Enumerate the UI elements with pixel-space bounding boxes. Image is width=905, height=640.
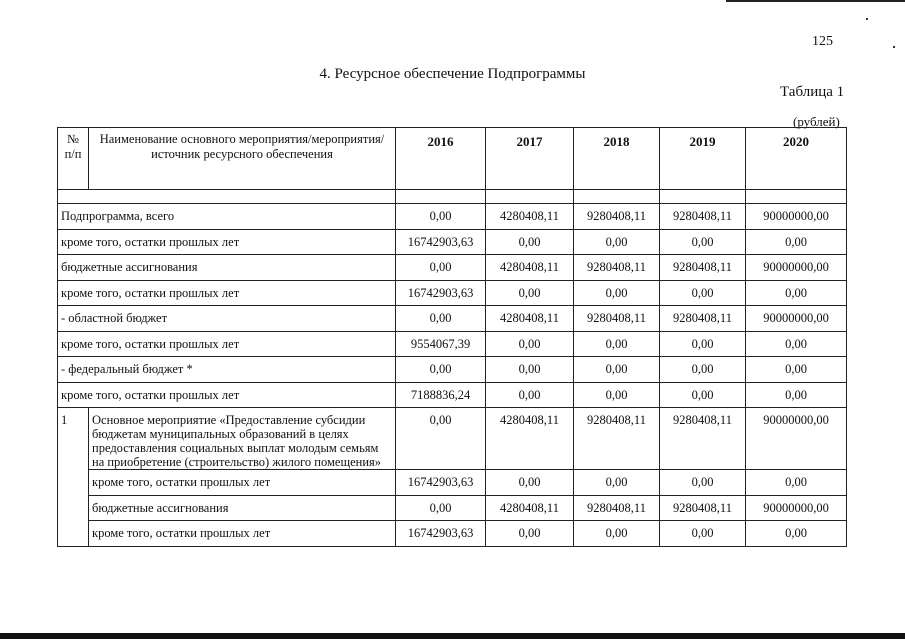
- page-number: 125: [812, 34, 833, 49]
- table-row: [58, 470, 847, 496]
- row-label: кроме того, остатки прошлых лет: [89, 521, 396, 547]
- cell-value: 4280408,11: [486, 495, 574, 521]
- cell-value: 4280408,11: [486, 255, 574, 281]
- cell-value: 0,00: [660, 357, 746, 383]
- table-row: [58, 495, 847, 521]
- bottom-edge-rule: [0, 633, 905, 639]
- row-label: - федеральный бюджет *: [58, 357, 396, 383]
- cell-value: 0,00: [660, 470, 746, 496]
- cell-value: 0,00: [746, 521, 847, 547]
- row-label: кроме того, остатки прошлых лет: [58, 280, 396, 306]
- table-row: [58, 306, 847, 332]
- table-row: [58, 280, 847, 306]
- cell-value: 0,00: [746, 331, 847, 357]
- section-title: 4. Ресурсное обеспечение Подпрограммы: [319, 66, 586, 82]
- cell-value: 16742903,63: [396, 280, 486, 306]
- header-num: № п/п: [58, 128, 89, 190]
- cell-value: 16742903,63: [396, 470, 486, 496]
- activity-number: 1: [58, 408, 89, 547]
- cell-value: 90000000,00: [746, 306, 847, 332]
- cell-value: 0,00: [574, 331, 660, 357]
- cell-value: 9280408,11: [660, 204, 746, 230]
- cell-value: 90000000,00: [746, 255, 847, 281]
- cell-value: 0,00: [660, 280, 746, 306]
- row-label: кроме того, остатки прошлых лет: [58, 229, 396, 255]
- cell-value: 16742903,63: [396, 521, 486, 547]
- cell-value: 16742903,63: [396, 229, 486, 255]
- cell-value: 9280408,11: [660, 255, 746, 281]
- cell-value: 0,00: [396, 408, 486, 470]
- cell-value: 0,00: [396, 255, 486, 281]
- cell-value: 0,00: [486, 331, 574, 357]
- cell-value: 0,00: [486, 382, 574, 408]
- cell-value: 9280408,11: [574, 408, 660, 470]
- row-label: бюджетные ассигнования: [58, 255, 396, 281]
- units-label: (рублей): [793, 114, 840, 129]
- header-year: 2016: [396, 128, 486, 190]
- cell-value: 0,00: [486, 229, 574, 255]
- top-edge-rule: [726, 0, 905, 2]
- table-row: [58, 229, 847, 255]
- cell-value: 0,00: [746, 229, 847, 255]
- cell-value: 0,00: [574, 382, 660, 408]
- cell-value: 4280408,11: [486, 306, 574, 332]
- cell-value: 0,00: [746, 382, 847, 408]
- cell-value: 0,00: [396, 357, 486, 383]
- cell-value: 9280408,11: [574, 306, 660, 332]
- cell-value: 4280408,11: [486, 408, 574, 470]
- cell-value: 0,00: [574, 357, 660, 383]
- cell-value: 4280408,11: [486, 204, 574, 230]
- cell-value: 0,00: [660, 229, 746, 255]
- cell-value: 0,00: [574, 470, 660, 496]
- table-row: [58, 382, 847, 408]
- table-row: [58, 408, 847, 470]
- cell-value: 0,00: [746, 280, 847, 306]
- cell-value: 0,00: [486, 357, 574, 383]
- scan-speck: [893, 46, 895, 48]
- cell-value: 90000000,00: [746, 495, 847, 521]
- resource-table: [57, 127, 847, 547]
- header-year: 2018: [574, 128, 660, 190]
- row-label: кроме того, остатки прошлых лет: [89, 470, 396, 496]
- cell-value: 9280408,11: [574, 255, 660, 281]
- cell-value: 0,00: [396, 204, 486, 230]
- cell-value: 90000000,00: [746, 204, 847, 230]
- header-year: 2017: [486, 128, 574, 190]
- cell-value: 9280408,11: [574, 204, 660, 230]
- header-year: 2020: [746, 128, 847, 190]
- header-row: [58, 128, 847, 190]
- table-row: [58, 255, 847, 281]
- cell-value: 0,00: [574, 229, 660, 255]
- row-label: - областной бюджет: [58, 306, 396, 332]
- table-label: Таблица 1: [780, 84, 845, 100]
- cell-value: 9280408,11: [660, 495, 746, 521]
- cell-value: 0,00: [746, 357, 847, 383]
- row-label: бюджетные ассигнования: [89, 495, 396, 521]
- cell-value: 0,00: [660, 331, 746, 357]
- row-label: кроме того, остатки прошлых лет: [58, 331, 396, 357]
- row-label: Основное мероприятие «Предоставление субсидии бюджетам муниципальных образований в целях предоставления социальных выплат молодым семьям на приобретение (строительство) жилого помещения»: [89, 408, 396, 470]
- cell-value: 7188836,24: [396, 382, 486, 408]
- table-row: [58, 521, 847, 547]
- table-row: [58, 204, 847, 230]
- row-label: Подпрограмма, всего: [58, 204, 396, 230]
- cell-value: 0,00: [396, 306, 486, 332]
- cell-value: 0,00: [486, 280, 574, 306]
- header-name: Наименование основного мероприятия/мероприятия/источник ресурсного обеспечения: [89, 128, 396, 190]
- cell-value: 0,00: [396, 495, 486, 521]
- header-year: 2019: [660, 128, 746, 190]
- table-row: [58, 357, 847, 383]
- cell-value: 0,00: [486, 521, 574, 547]
- row-label: кроме того, остатки прошлых лет: [58, 382, 396, 408]
- cell-value: 0,00: [574, 521, 660, 547]
- cell-value: 0,00: [746, 470, 847, 496]
- cell-value: 0,00: [574, 280, 660, 306]
- cell-value: 9280408,11: [574, 495, 660, 521]
- cell-value: 0,00: [486, 470, 574, 496]
- cell-value: 9280408,11: [660, 306, 746, 332]
- cell-value: 9554067,39: [396, 331, 486, 357]
- scan-speck: [866, 18, 868, 20]
- table-row: [58, 331, 847, 357]
- cell-value: 0,00: [660, 521, 746, 547]
- cell-value: 90000000,00: [746, 408, 847, 470]
- cell-value: 0,00: [660, 382, 746, 408]
- cell-value: 9280408,11: [660, 408, 746, 470]
- spacer-row: [58, 190, 847, 204]
